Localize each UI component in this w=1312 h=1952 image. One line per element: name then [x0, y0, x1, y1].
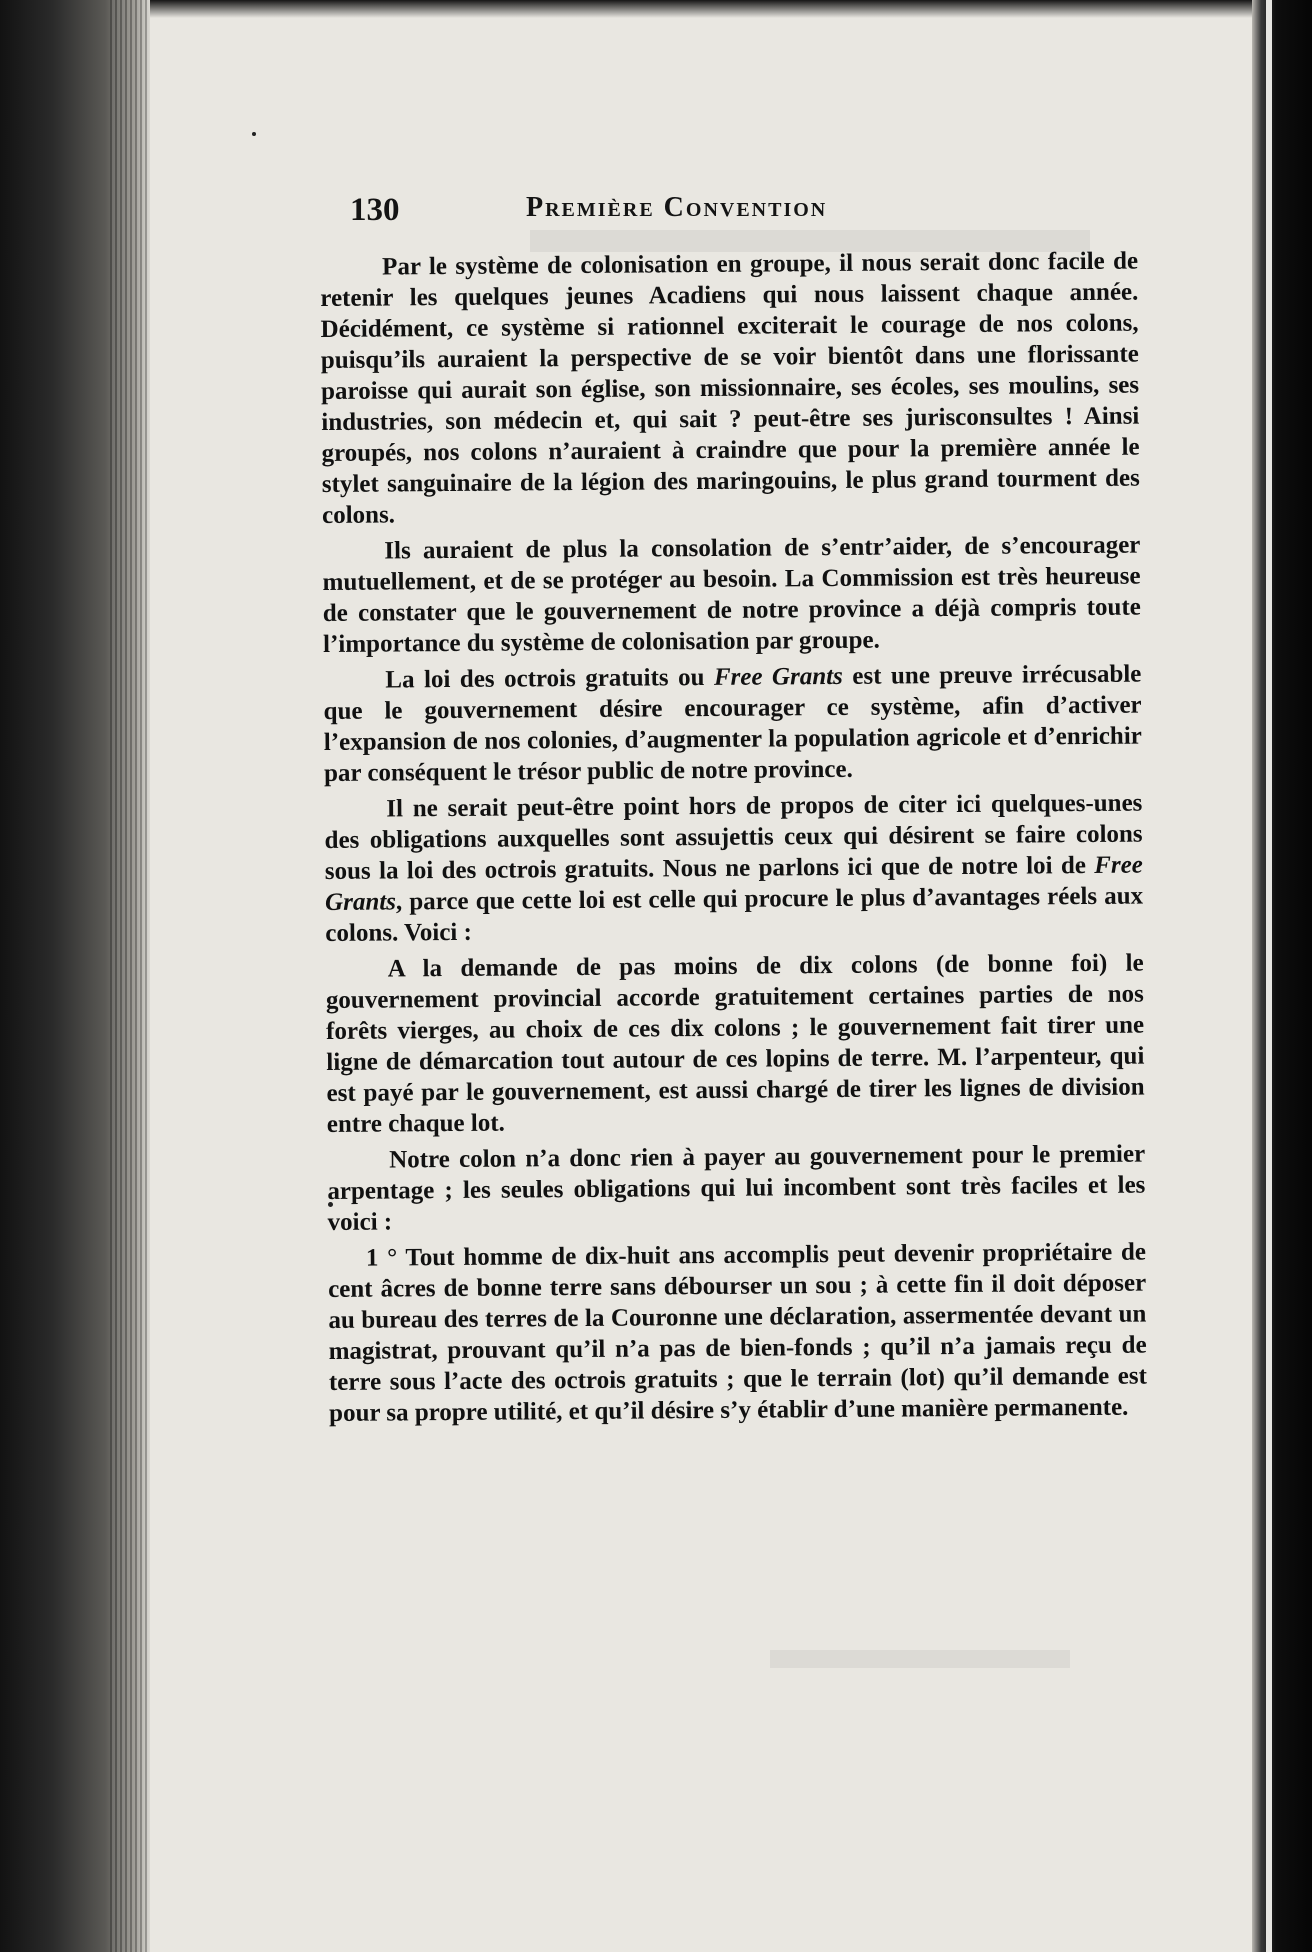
ink-speck — [252, 132, 256, 136]
paragraph-text: , parce que cette loi est celle qui procure le plus d’avantages réels aux colons. Voici : — [325, 882, 1144, 947]
paragraph: Ils auraient de plus la consolation de s’entr’aider, de s’encourager mutuellement, et de se protéger au besoin. La Commission est très heureuse de constater que le gouvernement de notre province a déjà compris toute l’importance du système de colonisation par groupe. — [322, 531, 1141, 658]
book-edge-right — [1252, 0, 1312, 1952]
page-header — [350, 192, 1090, 232]
show-through-mark — [770, 1650, 1070, 1668]
paragraph-text: Il ne serait peut-être point hors de propos de citer ici quelques-unes des obligations auxquelles sont assujettis ceux qui désirent se faire colons sous la loi des octrois gratuits. Nous ne parlons ici que de notre loi de — [324, 789, 1143, 885]
next-page-edge — [1266, 0, 1272, 1952]
paragraph: A la demande de pas moins de dix colons (de bonne foi) le gouvernement provincial accorde gratuitement certaines parties de nos forêts vierges, au choix de ces dix colons ; le gouvernement fait tirer une ligne de démarcation tout autour de ces lopins de terre. M. l’arpenteur, qui est payé par le gouvernement, est aussi chargé de tirer les lignes de division entre chaque lot. — [325, 949, 1145, 1138]
paragraph: Par le système de colonisation en groupe, il nous serait donc facile de retenir les quelques jeunes Acadiens qui nous laissent chaque année. Décidément, ce système si rationnel exciterait le courage de nos colons, puisqu’ils auraient la perspective de se voir bientôt dans une florissante paroisse qui aurait son église, son missionnaire, ses écoles, ses moulins, ses industries, son médecin et, qui sait ? peut-être ses jurisconsultes ! Ainsi groupés, nos colons n’auraient à craindre que pour la première année le stylet sanguinaire de la légion des maringouins, le plus grand tourment des colons. — [320, 247, 1140, 529]
paragraph — [323, 659, 1142, 789]
numbered-paragraph: 1 ° Tout homme de dix-huit ans accomplis peut devenir propriétaire de cent âcres de bonne terre sans débourser un sou ; à cette fin il doit déposer au bureau des terres de la Couronne une déclaration, assermentée devant un magistrat, prouvant qu’il n’a pas de bien-fonds ; qu’il n’a jamais reçu de terre sous l’acte des octrois gratuits ; que le terrain (lot) qu’il demande est pour sa propre utilité, et qu’il désire s’y établir d’une manière permanente. — [328, 1238, 1147, 1427]
running-title: Première Convention — [526, 192, 828, 223]
page-number: 130 — [350, 192, 400, 228]
page-edges-left — [110, 0, 150, 1952]
book-page — [150, 0, 1252, 1952]
paragraph-text: La loi des octrois gratuits ou — [385, 663, 715, 694]
italic-term: Free Grants — [325, 851, 1143, 916]
body-text — [320, 246, 1147, 1434]
italic-term: Free Grants — [713, 662, 843, 691]
paragraph: Notre colon n’a donc rien à payer au gouvernement pour le premier arpentage ; les seules obligations qui lui incombent sont très faciles et les voici : — [327, 1140, 1146, 1236]
paragraph-text: est une preuve irrécusable que le gouvernement désire encourager ce système, afin d’activer l’expansion de nos colonies, d’augmenter la population agricole et d’enrichir par conséquent le trésor public de notre province. — [323, 660, 1142, 787]
paragraph — [324, 788, 1143, 949]
